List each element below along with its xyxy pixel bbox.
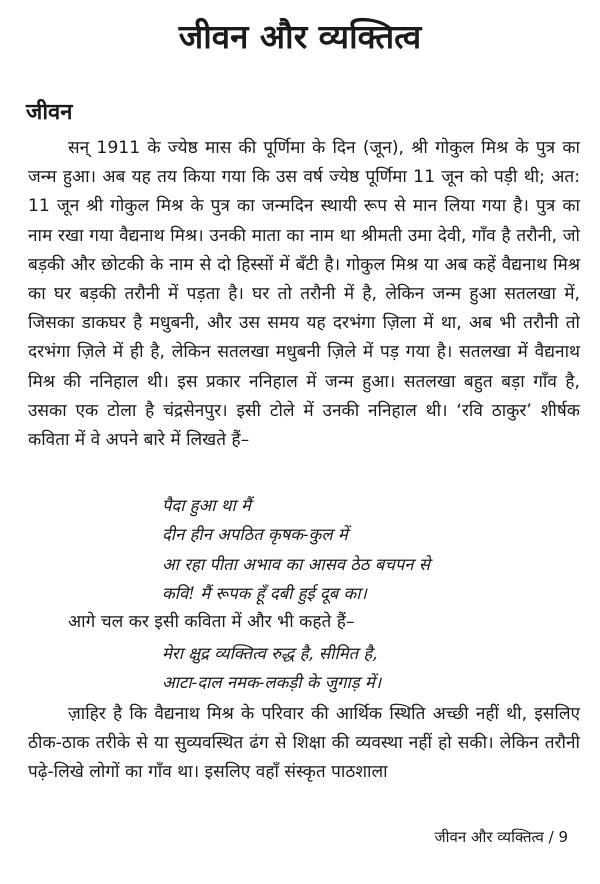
- verse-block-2: [162, 639, 582, 698]
- verse-line: आटा-दाल नमक-लकड़ी के जुगाड़ में।: [162, 673, 382, 693]
- verse-line: दीन हीन अपठित कृषक-कुल में: [162, 525, 348, 545]
- page-footer: जीवन और व्यक्तित्व / 9: [434, 828, 568, 846]
- paragraph-2: ज़ाहिर है कि वैद्यनाथ मिश्र के परिवार की आर्थिक स्थिति अच्छी नहीं थी, इसलिए ठीक-ठाक तरीके से या सुव्यवस्थित ढंग से शिक्षा की व्यवस्था नहीं हो सकी। लेकिन तरौनी पढ़े-लिखे लोगों का गाँव था। इसलिए वहाँ संस्कृत पाठशाला: [28, 704, 580, 783]
- verse-line: आ रहा पीता अभाव का आसव ठेठ बचपन से: [162, 554, 430, 574]
- verse-block-1: [162, 491, 582, 609]
- section-heading: जीवन: [26, 100, 73, 125]
- verse-line: पैदा हुआ था मैं: [162, 496, 251, 515]
- paragraph-1: सन् 1911 के ज्येष्ठ मास की पूर्णिमा के दिन (जून), श्री गोकुल मिश्र के पुत्र का जन्म हुआ। अब यह तय किया गया कि उस वर्ष ज्येष्ठ पूर्णिमा 11 जून को पड़ी थी; अत: 11 जून श्री गोकुल मिश्र के पुत्र का जन्मदिन स्थायी रूप से मान लिया गया है। पुत्र का नाम रखा गया वैद्यनाथ मिश्र। उनकी माता का नाम था श्रीमती उमा देवी, गाँव है तरौनी, जो बड़की और छोटकी के नाम से दो हिस्सों में बँटी है। गोकुल मिश्र या अब कहें वैद्यनाथ मिश्र का घर बड़की तरौनी में पड़ता है। घर तो तरौनी में है, लेकिन जन्म हुआ सतलखा में, जिसका डाकघर है मधुबनी, और उस समय यह दरभंगा ज़िला में था, अब भी तरौनी तो दरभंगा ज़िले में ही है, लेकिन सतलखा मधुबनी ज़िले में पड़ गया है। सतलखा में वैद्यनाथ मिश्र की ननिहाल थी। इस प्रकार ननिहाल में जन्म हुआ। सतलखा बहुत बड़ा गाँव है, उसका एक टोला है चंद्रसेनपुर। इसी टोले में उनकी ननिहाल थी। ‘रवि ठाकुर’ शीर्षक कविता में वे अपने बारे में लिखते हैं–: [28, 138, 580, 451]
- verse-line: कवि! मैं रूपक हूँ दबी हुई दूब का।: [162, 584, 367, 604]
- verse-line: मेरा क्षुद्र व्यक्तित्व रुद्ध है, सीमित है,: [162, 644, 378, 663]
- transition-line: आगे चल कर इसी कविता में और भी कहते हैं–: [68, 612, 355, 632]
- page-title: जीवन और व्यक्तित्व: [178, 17, 422, 56]
